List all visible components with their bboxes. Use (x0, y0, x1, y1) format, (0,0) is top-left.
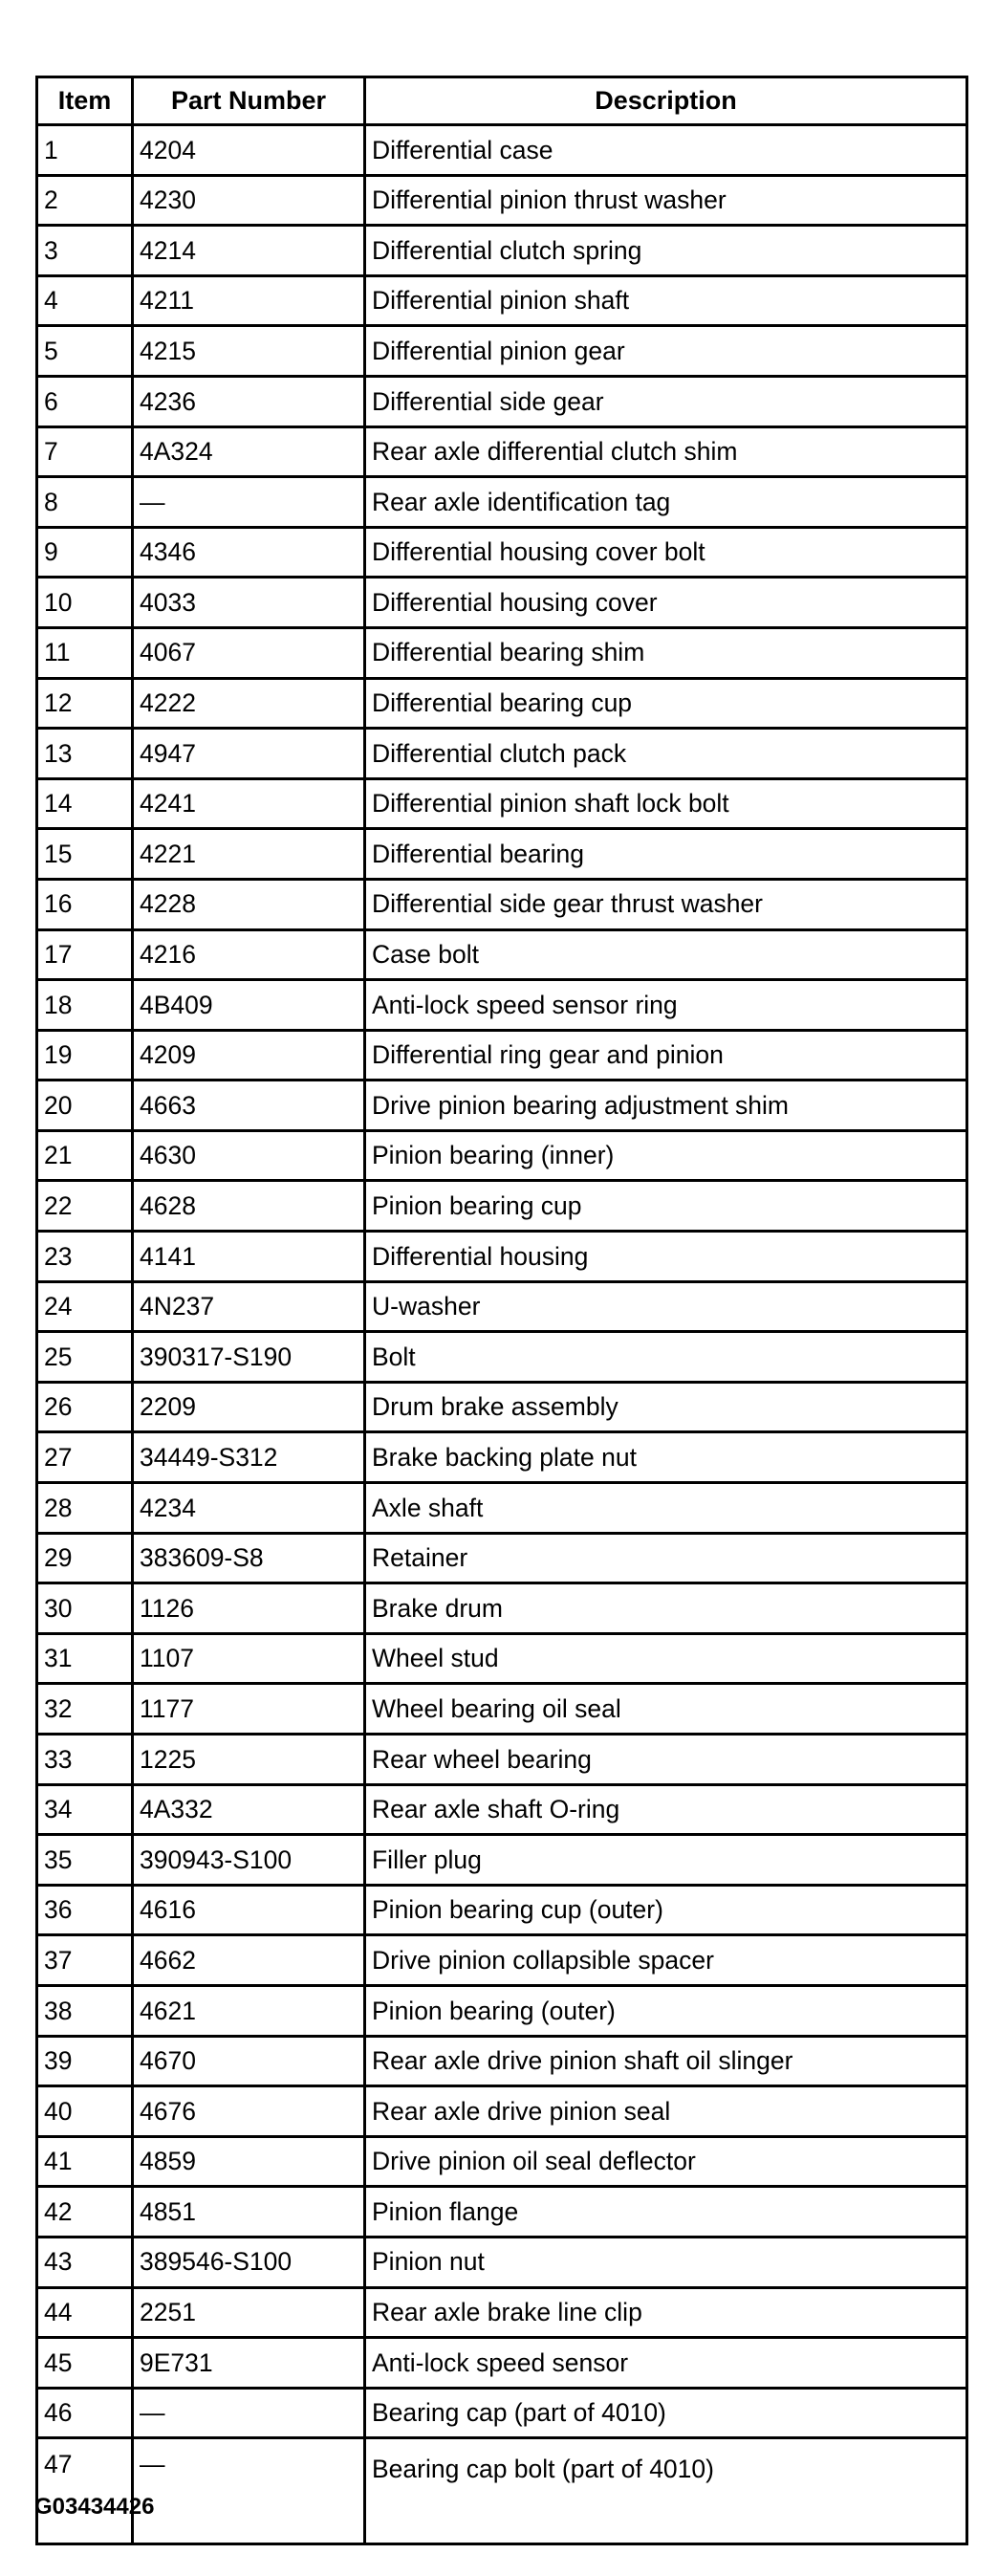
description-cell: Pinion bearing (outer) (365, 1985, 967, 2036)
item-cell: 4 (37, 275, 133, 326)
part-number-cell: 1225 (133, 1735, 365, 1785)
part-number-cell: 389546-S100 (133, 2237, 365, 2287)
part-number-cell: 4214 (133, 226, 365, 276)
part-number-cell: 2209 (133, 1382, 365, 1432)
table-row (37, 376, 967, 426)
item-cell: 39 (37, 2036, 133, 2086)
table-row (37, 980, 967, 1031)
item-cell: 30 (37, 1583, 133, 1634)
item-cell: 28 (37, 1483, 133, 1534)
part-number-cell: 4204 (133, 125, 365, 176)
table-row (37, 527, 967, 578)
part-number-cell: 4211 (133, 275, 365, 326)
item-cell: 35 (37, 1835, 133, 1886)
table-row (37, 627, 967, 678)
table-row (37, 1735, 967, 1785)
item-cell: 41 (37, 2136, 133, 2187)
description-cell: Differential ring gear and pinion (365, 1030, 967, 1081)
table-row (37, 2136, 967, 2187)
table-row (37, 1030, 967, 1081)
description-cell: Drive pinion collapsible spacer (365, 1935, 967, 1986)
table-row (37, 1432, 967, 1483)
description-cell: Rear axle drive pinion shaft oil slinger (365, 2036, 967, 2086)
part-number-cell: 4B409 (133, 980, 365, 1031)
item-cell: 44 (37, 2287, 133, 2338)
table-row (37, 1835, 967, 1886)
item-cell: 26 (37, 1382, 133, 1432)
description-cell: Pinion flange (365, 2187, 967, 2238)
description-cell: Differential bearing cup (365, 678, 967, 729)
description-cell: Differential side gear (365, 376, 967, 426)
item-cell: 31 (37, 1633, 133, 1684)
table-row (37, 2338, 967, 2389)
part-number-cell: 4663 (133, 1081, 365, 1131)
item-cell: 22 (37, 1181, 133, 1232)
table-row (37, 1583, 967, 1634)
item-cell: 18 (37, 980, 133, 1031)
description-cell: Retainer (365, 1533, 967, 1583)
part-number-cell: 4676 (133, 2086, 365, 2137)
part-number-cell: 1177 (133, 1684, 365, 1735)
table-row (37, 1483, 967, 1534)
table-row (37, 477, 967, 528)
description-cell: Wheel stud (365, 1633, 967, 1684)
item-cell: 25 (37, 1332, 133, 1383)
item-cell: 37 (37, 1935, 133, 1986)
table-row (37, 226, 967, 276)
item-cell: 12 (37, 678, 133, 729)
description-cell: Differential case (365, 125, 967, 176)
description-cell: Pinion bearing cup (365, 1181, 967, 1232)
part-number-cell: 4221 (133, 829, 365, 880)
item-cell: 24 (37, 1281, 133, 1332)
table-row (37, 125, 967, 176)
part-number-cell: 4662 (133, 1935, 365, 1986)
description-cell: Differential housing (365, 1232, 967, 1282)
item-cell: 9 (37, 527, 133, 578)
description-cell: Rear axle identification tag (365, 477, 967, 528)
description-cell: Drive pinion bearing adjustment shim (365, 1081, 967, 1131)
description-cell: Bolt (365, 1332, 967, 1383)
description-cell: Pinion bearing cup (outer) (365, 1885, 967, 1935)
item-cell: 45 (37, 2338, 133, 2389)
description-cell: Rear axle brake line clip (365, 2287, 967, 2338)
table-row (37, 2036, 967, 2086)
part-number-cell: 4234 (133, 1483, 365, 1534)
table-row (37, 1784, 967, 1835)
item-cell: 19 (37, 1030, 133, 1081)
description-cell: Drive pinion oil seal deflector (365, 2136, 967, 2187)
item-cell: 6 (37, 376, 133, 426)
part-number-cell: 1126 (133, 1583, 365, 1634)
item-cell: 2 (37, 175, 133, 226)
table-row (37, 1130, 967, 1181)
description-cell: Differential clutch pack (365, 729, 967, 779)
description-cell: Differential side gear thrust washer (365, 879, 967, 929)
table-row (37, 2086, 967, 2137)
description-cell: Differential pinion thrust washer (365, 175, 967, 226)
description-cell: Case bolt (365, 929, 967, 980)
table-row (37, 578, 967, 628)
table-row (37, 1382, 967, 1432)
item-cell: 42 (37, 2187, 133, 2238)
part-number-cell: 390317-S190 (133, 1332, 365, 1383)
table-row (37, 2187, 967, 2238)
part-number-cell: 383609-S8 (133, 1533, 365, 1583)
table-row (37, 175, 967, 226)
table-row (37, 729, 967, 779)
item-cell: 3 (37, 226, 133, 276)
item-cell: 33 (37, 1735, 133, 1785)
part-number-cell: 4067 (133, 627, 365, 678)
item-cell: 32 (37, 1684, 133, 1735)
description-cell: Differential housing cover bolt (365, 527, 967, 578)
description-cell: Anti-lock speed sensor (365, 2338, 967, 2389)
item-cell: 40 (37, 2086, 133, 2137)
table-row (37, 778, 967, 829)
item-cell: 29 (37, 1533, 133, 1583)
description-cell: Bearing cap bolt (part of 4010) (365, 2438, 967, 2544)
header-item: Item (37, 77, 133, 125)
part-number-cell: 4630 (133, 1130, 365, 1181)
table-row (37, 2287, 967, 2338)
description-cell: Anti-lock speed sensor ring (365, 980, 967, 1031)
description-cell: Brake backing plate nut (365, 1432, 967, 1483)
table-row (37, 1332, 967, 1383)
description-cell: Axle shaft (365, 1483, 967, 1534)
part-number-cell: 4616 (133, 1885, 365, 1935)
description-cell: Differential bearing (365, 829, 967, 880)
description-cell: Bearing cap (part of 4010) (365, 2388, 967, 2438)
table-row (37, 1885, 967, 1935)
table-row (37, 2388, 967, 2438)
header-description: Description (365, 77, 967, 125)
header-part-number: Part Number (133, 77, 365, 125)
table-row (37, 426, 967, 477)
item-cell: 15 (37, 829, 133, 880)
table-row (37, 829, 967, 880)
description-cell: Differential bearing shim (365, 627, 967, 678)
description-cell: Differential housing cover (365, 578, 967, 628)
header-row (37, 77, 967, 125)
table-row (37, 2237, 967, 2287)
part-number-cell: 4851 (133, 2187, 365, 2238)
item-cell: 23 (37, 1232, 133, 1282)
item-cell: 10 (37, 578, 133, 628)
part-number-cell: 2251 (133, 2287, 365, 2338)
description-cell: Pinion nut (365, 2237, 967, 2287)
table-row (37, 879, 967, 929)
part-number-cell: — (133, 2438, 365, 2544)
part-number-cell: 1107 (133, 1633, 365, 1684)
part-number-cell: 390943-S100 (133, 1835, 365, 1886)
table-row (37, 1533, 967, 1583)
part-number-cell: 4222 (133, 678, 365, 729)
item-cell: 8 (37, 477, 133, 528)
description-cell: Brake drum (365, 1583, 967, 1634)
table-row (37, 326, 967, 377)
part-number-cell: 4241 (133, 778, 365, 829)
description-cell: Differential pinion shaft lock bolt (365, 778, 967, 829)
description-cell: Drum brake assembly (365, 1382, 967, 1432)
item-cell: 46 (37, 2388, 133, 2438)
description-cell: Differential pinion gear (365, 326, 967, 377)
item-cell: 38 (37, 1985, 133, 2036)
table-row (37, 929, 967, 980)
item-cell: 17 (37, 929, 133, 980)
table-row (37, 1633, 967, 1684)
description-cell: Pinion bearing (inner) (365, 1130, 967, 1181)
item-cell: 5 (37, 326, 133, 377)
description-cell: Rear axle differential clutch shim (365, 426, 967, 477)
item-cell: 36 (37, 1885, 133, 1935)
item-cell: 1 (37, 125, 133, 176)
table-row (37, 1181, 967, 1232)
item-cell: 43 (37, 2237, 133, 2287)
table-row (37, 1985, 967, 2036)
part-number-cell: 4230 (133, 175, 365, 226)
part-number-cell: 4346 (133, 527, 365, 578)
description-cell: Rear axle drive pinion seal (365, 2086, 967, 2137)
part-number-cell: 4216 (133, 929, 365, 980)
description-cell: Differential pinion shaft (365, 275, 967, 326)
table-row (37, 1935, 967, 1986)
parts-table (35, 76, 968, 2545)
item-cell: 21 (37, 1130, 133, 1181)
part-number-cell: 4628 (133, 1181, 365, 1232)
table-row (37, 2438, 967, 2544)
description-cell: Rear wheel bearing (365, 1735, 967, 1785)
part-number-cell: 4621 (133, 1985, 365, 2036)
item-cell: 20 (37, 1081, 133, 1131)
item-cell: 16 (37, 879, 133, 929)
item-cell: 13 (37, 729, 133, 779)
part-number-cell: 4033 (133, 578, 365, 628)
table-row (37, 678, 967, 729)
description-cell: Filler plug (365, 1835, 967, 1886)
description-cell: Rear axle shaft O-ring (365, 1784, 967, 1835)
table-row (37, 1232, 967, 1282)
part-number-cell: 4236 (133, 376, 365, 426)
part-number-cell: 4215 (133, 326, 365, 377)
item-cell: 34 (37, 1784, 133, 1835)
part-number-cell: 34449-S312 (133, 1432, 365, 1483)
part-number-cell: 4N237 (133, 1281, 365, 1332)
part-number-cell: 4228 (133, 879, 365, 929)
part-number-cell: 4670 (133, 2036, 365, 2086)
part-number-cell: — (133, 2388, 365, 2438)
table-row (37, 1081, 967, 1131)
item-cell: 47 (37, 2438, 133, 2544)
part-number-cell: 4A332 (133, 1784, 365, 1835)
table-row (37, 1684, 967, 1735)
figure-id: G03434426 (34, 2494, 155, 2520)
description-cell: Differential clutch spring (365, 226, 967, 276)
table-row (37, 1281, 967, 1332)
part-number-cell: 4947 (133, 729, 365, 779)
item-cell: 14 (37, 778, 133, 829)
description-cell: U-washer (365, 1281, 967, 1332)
item-cell: 7 (37, 426, 133, 477)
item-cell: 27 (37, 1432, 133, 1483)
description-cell: Wheel bearing oil seal (365, 1684, 967, 1735)
part-number-cell: 4A324 (133, 426, 365, 477)
part-number-cell: 9E731 (133, 2338, 365, 2389)
part-number-cell: 4209 (133, 1030, 365, 1081)
part-number-cell: 4859 (133, 2136, 365, 2187)
part-number-cell: 4141 (133, 1232, 365, 1282)
part-number-cell: — (133, 477, 365, 528)
table-row (37, 275, 967, 326)
item-cell: 11 (37, 627, 133, 678)
